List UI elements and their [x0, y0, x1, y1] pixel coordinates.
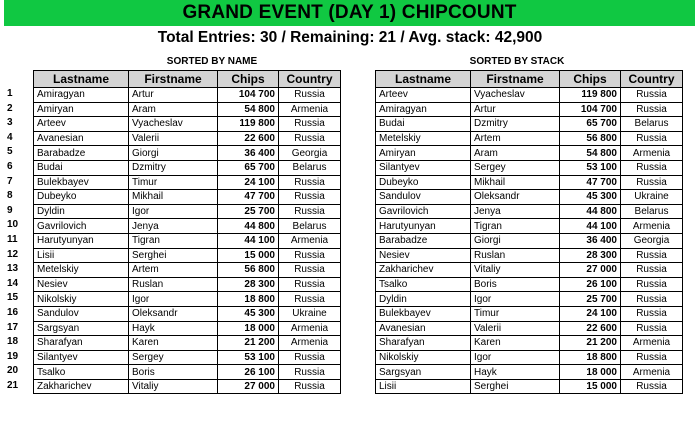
- lastname-cell: Nesiev: [376, 248, 471, 263]
- firstname-cell: Vitaliy: [129, 379, 218, 394]
- firstname-cell: Dzmitry: [471, 117, 560, 132]
- col-header-country: Country: [279, 71, 341, 88]
- row-number: 4: [7, 131, 13, 143]
- firstname-cell: Boris: [471, 277, 560, 292]
- country-cell: Russia: [279, 117, 341, 132]
- row-number: 10: [7, 219, 19, 231]
- sorted-by-name-caption: SORTED BY NAME: [166, 56, 258, 67]
- country-cell: Russia: [279, 379, 341, 394]
- lastname-cell: Silantyev: [376, 160, 471, 175]
- lastname-cell: Bulekbayev: [376, 306, 471, 321]
- chips-cell: 53 100: [218, 350, 279, 365]
- table-row: [376, 365, 683, 380]
- country-cell: Georgia: [279, 146, 341, 161]
- table-row: [376, 131, 683, 146]
- row-number: 8: [7, 190, 13, 202]
- firstname-cell: Artem: [471, 131, 560, 146]
- row-number: 5: [7, 146, 13, 158]
- lastname-cell: Gavrilovich: [376, 204, 471, 219]
- row-number: 2: [7, 102, 13, 114]
- country-cell: Russia: [621, 131, 683, 146]
- firstname-cell: Timur: [129, 175, 218, 190]
- country-cell: Belarus: [621, 204, 683, 219]
- lastname-cell: Bulekbayev: [34, 175, 129, 190]
- lastname-cell: Nikolskiy: [376, 350, 471, 365]
- table-row: [376, 350, 683, 365]
- lastname-cell: Amiragyan: [34, 88, 129, 103]
- country-cell: Russia: [279, 292, 341, 307]
- country-cell: Russia: [279, 190, 341, 205]
- country-cell: Armenia: [621, 365, 683, 380]
- firstname-cell: Jenya: [471, 204, 560, 219]
- table-row: [376, 219, 683, 234]
- lastname-cell: Nikolskiy: [34, 292, 129, 307]
- lastname-cell: Amiragyan: [376, 102, 471, 117]
- table-row: [376, 117, 683, 132]
- lastname-cell: Avanesian: [34, 131, 129, 146]
- row-number: 15: [7, 292, 19, 304]
- col-header-lastname: Lastname: [376, 71, 471, 88]
- country-cell: Russia: [621, 277, 683, 292]
- firstname-cell: Hayk: [471, 365, 560, 380]
- country-cell: Russia: [621, 102, 683, 117]
- country-cell: Russia: [279, 175, 341, 190]
- chips-cell: 22 600: [218, 131, 279, 146]
- table-row: [376, 160, 683, 175]
- table-row: [34, 248, 341, 263]
- firstname-cell: Ruslan: [471, 248, 560, 263]
- chips-cell: 36 400: [218, 146, 279, 161]
- firstname-cell: Dzmitry: [129, 160, 218, 175]
- firstname-cell: Giorgi: [129, 146, 218, 161]
- firstname-cell: Serghei: [129, 248, 218, 263]
- chips-cell: 47 700: [218, 190, 279, 205]
- lastname-cell: Lisii: [376, 379, 471, 394]
- firstname-cell: Valerii: [129, 131, 218, 146]
- firstname-cell: Mikhail: [129, 190, 218, 205]
- row-number: 9: [7, 204, 13, 216]
- lastname-cell: Budai: [34, 160, 129, 175]
- country-cell: Russia: [621, 263, 683, 278]
- table-row: [376, 248, 683, 263]
- firstname-cell: Ruslan: [129, 277, 218, 292]
- lastname-cell: Amiryan: [376, 146, 471, 161]
- row-number: 14: [7, 277, 19, 289]
- chips-cell: 26 100: [560, 277, 621, 292]
- chips-cell: 44 800: [218, 219, 279, 234]
- lastname-cell: Barabadze: [34, 146, 129, 161]
- country-cell: Russia: [279, 88, 341, 103]
- country-cell: Ukraine: [621, 190, 683, 205]
- page-title: GRAND EVENT (DAY 1) CHIPCOUNT: [182, 2, 517, 23]
- chips-cell: 54 800: [218, 102, 279, 117]
- lastname-cell: Arteev: [34, 117, 129, 132]
- country-cell: Belarus: [621, 117, 683, 132]
- table-row: [376, 321, 683, 336]
- table-row: [376, 263, 683, 278]
- chips-cell: 26 100: [218, 365, 279, 380]
- firstname-cell: Igor: [471, 350, 560, 365]
- lastname-cell: Dyldin: [376, 292, 471, 307]
- chips-cell: 24 100: [218, 175, 279, 190]
- table-row: [34, 379, 341, 394]
- country-cell: Russia: [621, 160, 683, 175]
- row-number: 13: [7, 263, 19, 275]
- firstname-cell: Timur: [471, 306, 560, 321]
- table-row: [34, 190, 341, 205]
- table-row: [376, 292, 683, 307]
- table-row: [34, 350, 341, 365]
- sorted-by-stack-caption: SORTED BY STACK: [469, 56, 565, 67]
- lastname-cell: Silantyev: [34, 350, 129, 365]
- lastname-cell: Zakharichev: [376, 263, 471, 278]
- table-row: [34, 88, 341, 103]
- row-number-column: [7, 87, 27, 393]
- firstname-cell: Tigran: [129, 233, 218, 248]
- country-cell: Russia: [279, 277, 341, 292]
- firstname-cell: Igor: [129, 292, 218, 307]
- country-cell: Russia: [621, 350, 683, 365]
- chips-cell: 18 800: [218, 292, 279, 307]
- chips-cell: 28 300: [560, 248, 621, 263]
- country-cell: Russia: [279, 131, 341, 146]
- table-row: [34, 233, 341, 248]
- firstname-cell: Igor: [129, 204, 218, 219]
- chips-cell: 18 000: [560, 365, 621, 380]
- country-cell: Russia: [621, 292, 683, 307]
- chips-cell: 45 300: [218, 306, 279, 321]
- lastname-cell: Nesiev: [34, 277, 129, 292]
- country-cell: Russia: [279, 204, 341, 219]
- table-row: [376, 379, 683, 394]
- table-row: [34, 292, 341, 307]
- chips-cell: 47 700: [560, 175, 621, 190]
- table-row: [34, 321, 341, 336]
- col-header-firstname: Firstname: [471, 71, 560, 88]
- col-header-chips: Chips: [218, 71, 279, 88]
- row-number: 1: [7, 88, 13, 99]
- lastname-cell: Dubeyko: [376, 175, 471, 190]
- firstname-cell: Oleksandr: [471, 190, 560, 205]
- table-row: [376, 336, 683, 351]
- chips-cell: 28 300: [218, 277, 279, 292]
- firstname-cell: Sergey: [129, 350, 218, 365]
- table-row: [34, 146, 341, 161]
- lastname-cell: Harutyunyan: [34, 233, 129, 248]
- table-row: [34, 204, 341, 219]
- row-number: 17: [7, 321, 19, 333]
- firstname-cell: Jenya: [129, 219, 218, 234]
- table-row: [376, 102, 683, 117]
- table-row: [376, 204, 683, 219]
- firstname-cell: Tigran: [471, 219, 560, 234]
- chips-cell: 44 100: [560, 219, 621, 234]
- table-row: [34, 117, 341, 132]
- table-row: [376, 306, 683, 321]
- chips-cell: 104 700: [560, 102, 621, 117]
- chips-cell: 18 000: [218, 321, 279, 336]
- col-header-country: Country: [621, 71, 683, 88]
- country-cell: Armenia: [279, 336, 341, 351]
- chipcount-table-by-name: [33, 70, 341, 394]
- lastname-cell: Metelskiy: [376, 131, 471, 146]
- chips-cell: 54 800: [560, 146, 621, 161]
- table-row: [376, 88, 683, 103]
- chips-cell: 56 800: [560, 131, 621, 146]
- chips-cell: 25 700: [560, 292, 621, 307]
- table-row: [34, 219, 341, 234]
- chips-cell: 119 800: [218, 117, 279, 132]
- firstname-cell: Mikhail: [471, 175, 560, 190]
- chips-cell: 21 200: [560, 336, 621, 351]
- firstname-cell: Karen: [129, 336, 218, 351]
- country-cell: Russia: [279, 350, 341, 365]
- chipcount-table-by-stack: [375, 70, 683, 394]
- firstname-cell: Oleksandr: [129, 306, 218, 321]
- firstname-cell: Artem: [129, 263, 218, 278]
- country-cell: Russia: [621, 379, 683, 394]
- col-header-firstname: Firstname: [129, 71, 218, 88]
- row-number: 21: [7, 379, 19, 391]
- lastname-cell: Sandulov: [376, 190, 471, 205]
- firstname-cell: Valerii: [471, 321, 560, 336]
- lastname-cell: Sargsyan: [34, 321, 129, 336]
- table-row: [376, 233, 683, 248]
- lastname-cell: Sandulov: [34, 306, 129, 321]
- lastname-cell: Avanesian: [376, 321, 471, 336]
- lastname-cell: Sharafyan: [376, 336, 471, 351]
- page-subtitle: Total Entries: 30 / Remaining: 21 / Avg. stack: 42,900: [157, 29, 543, 46]
- col-header-chips: Chips: [560, 71, 621, 88]
- country-cell: Georgia: [621, 233, 683, 248]
- country-cell: Russia: [621, 321, 683, 336]
- chips-cell: 21 200: [218, 336, 279, 351]
- country-cell: Armenia: [279, 102, 341, 117]
- lastname-cell: Sharafyan: [34, 336, 129, 351]
- chips-cell: 104 700: [218, 88, 279, 103]
- firstname-cell: Hayk: [129, 321, 218, 336]
- lastname-cell: Tsalko: [376, 277, 471, 292]
- country-cell: Armenia: [621, 336, 683, 351]
- firstname-cell: Aram: [129, 102, 218, 117]
- lastname-cell: Dubeyko: [34, 190, 129, 205]
- firstname-cell: Vitaliy: [471, 263, 560, 278]
- firstname-cell: Serghei: [471, 379, 560, 394]
- firstname-cell: Karen: [471, 336, 560, 351]
- country-cell: Armenia: [279, 233, 341, 248]
- firstname-cell: Artur: [129, 88, 218, 103]
- row-number: 20: [7, 365, 19, 377]
- country-cell: Armenia: [621, 219, 683, 234]
- lastname-cell: Dyldin: [34, 204, 129, 219]
- table-header-row: [34, 71, 341, 88]
- chips-cell: 119 800: [560, 88, 621, 103]
- firstname-cell: Vyacheslav: [471, 88, 560, 103]
- chips-cell: 15 000: [560, 379, 621, 394]
- chips-cell: 56 800: [218, 263, 279, 278]
- lastname-cell: Harutyunyan: [376, 219, 471, 234]
- lastname-cell: Lisii: [34, 248, 129, 263]
- chips-cell: 27 000: [560, 263, 621, 278]
- lastname-cell: Arteev: [376, 88, 471, 103]
- country-cell: Russia: [279, 365, 341, 380]
- chips-cell: 15 000: [218, 248, 279, 263]
- firstname-cell: Giorgi: [471, 233, 560, 248]
- row-number: 3: [7, 117, 13, 129]
- country-cell: Ukraine: [279, 306, 341, 321]
- lastname-cell: Barabadze: [376, 233, 471, 248]
- row-number: 7: [7, 175, 13, 187]
- lastname-cell: Budai: [376, 117, 471, 132]
- lastname-cell: Metelskiy: [34, 263, 129, 278]
- chips-cell: 25 700: [218, 204, 279, 219]
- firstname-cell: Igor: [471, 292, 560, 307]
- country-cell: Russia: [621, 306, 683, 321]
- chips-cell: 36 400: [560, 233, 621, 248]
- col-header-lastname: Lastname: [34, 71, 129, 88]
- lastname-cell: Sargsyan: [376, 365, 471, 380]
- country-cell: Russia: [279, 248, 341, 263]
- lastname-cell: Gavrilovich: [34, 219, 129, 234]
- country-cell: Armenia: [621, 146, 683, 161]
- firstname-cell: Vyacheslav: [129, 117, 218, 132]
- country-cell: Belarus: [279, 219, 341, 234]
- country-cell: Belarus: [279, 160, 341, 175]
- chips-cell: 44 100: [218, 233, 279, 248]
- country-cell: Russia: [621, 175, 683, 190]
- firstname-cell: Aram: [471, 146, 560, 161]
- table-row: [376, 190, 683, 205]
- chips-cell: 44 800: [560, 204, 621, 219]
- row-number: 6: [7, 160, 13, 172]
- chips-cell: 53 100: [560, 160, 621, 175]
- chips-cell: 65 700: [218, 160, 279, 175]
- table-row: [376, 146, 683, 161]
- table-header-row: [376, 71, 683, 88]
- firstname-cell: Artur: [471, 102, 560, 117]
- firstname-cell: Sergey: [471, 160, 560, 175]
- table-row: [34, 175, 341, 190]
- table-row: [34, 263, 341, 278]
- chips-cell: 65 700: [560, 117, 621, 132]
- chips-cell: 22 600: [560, 321, 621, 336]
- row-number: 16: [7, 306, 19, 318]
- chips-cell: 18 800: [560, 350, 621, 365]
- table-row: [34, 306, 341, 321]
- table-row: [34, 131, 341, 146]
- country-cell: Armenia: [279, 321, 341, 336]
- lastname-cell: Amiryan: [34, 102, 129, 117]
- country-cell: Russia: [621, 248, 683, 263]
- row-number: 19: [7, 350, 19, 362]
- row-number: 12: [7, 248, 19, 260]
- country-cell: Russia: [621, 88, 683, 103]
- title-banner: [4, 0, 695, 26]
- table-row: [34, 277, 341, 292]
- row-number: 11: [7, 233, 18, 245]
- firstname-cell: Boris: [129, 365, 218, 380]
- chips-cell: 27 000: [218, 379, 279, 394]
- row-number: 18: [7, 336, 19, 348]
- table-row: [34, 336, 341, 351]
- chips-cell: 24 100: [560, 306, 621, 321]
- table-row: [34, 160, 341, 175]
- table-row: [376, 277, 683, 292]
- lastname-cell: Tsalko: [34, 365, 129, 380]
- country-cell: Russia: [279, 263, 341, 278]
- table-row: [34, 365, 341, 380]
- table-row: [34, 102, 341, 117]
- chips-cell: 45 300: [560, 190, 621, 205]
- lastname-cell: Zakharichev: [34, 379, 129, 394]
- table-row: [376, 175, 683, 190]
